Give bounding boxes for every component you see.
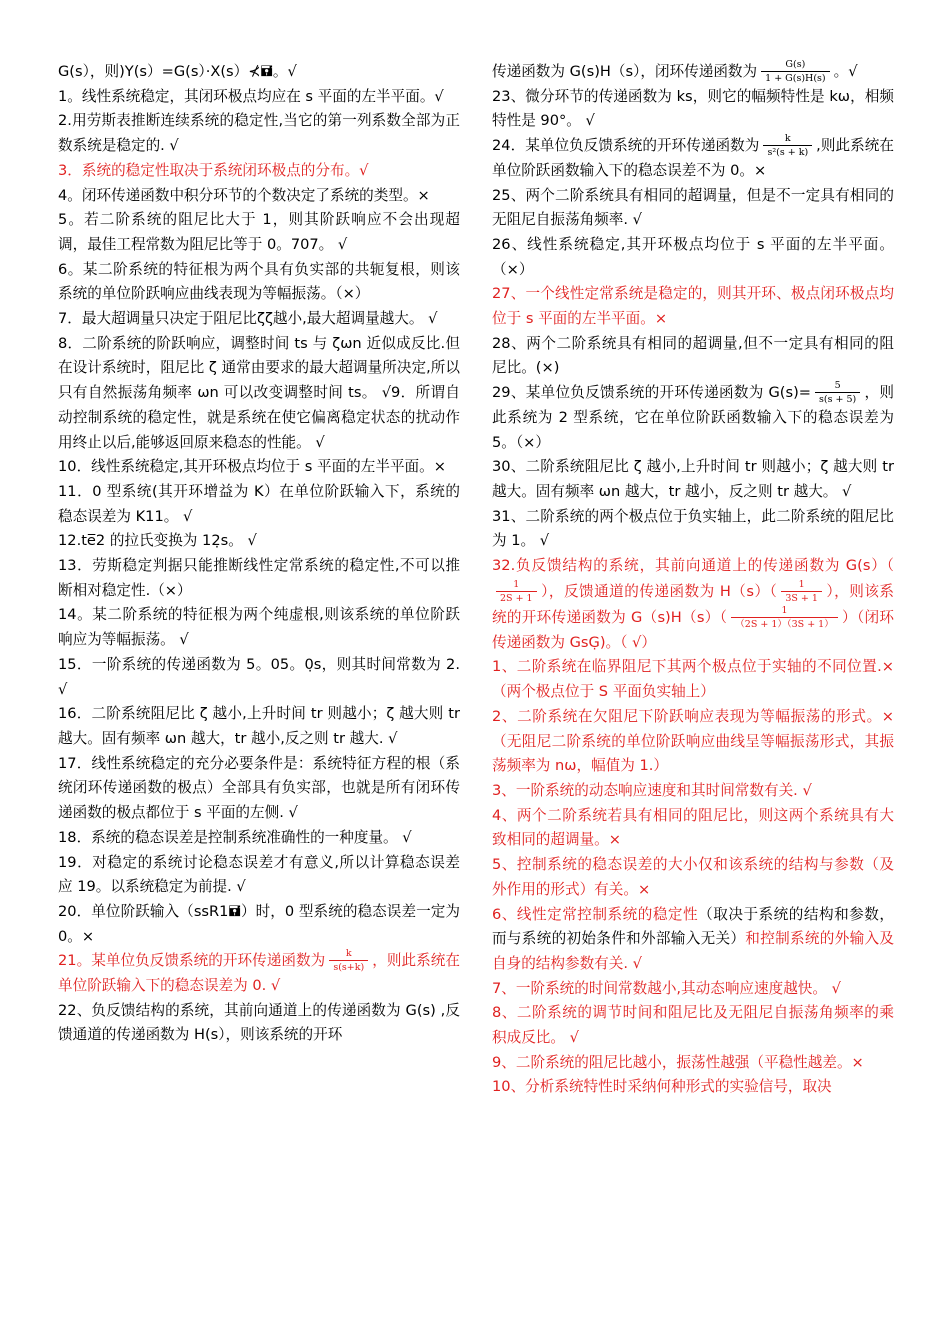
item-32-open-loop-fraction xyxy=(731,605,837,631)
item-6: 6。某二阶系统的特征根为两个具有负实部的共轭复根，则该系统的单位阶跃响应曲线表现为等幅振荡。（×） xyxy=(58,260,460,303)
question-5: 5、控制系统的稳态误差的大小仅和该系统的结构与参数（及外作用的形式）有关。× xyxy=(492,856,894,898)
question-1: 1、二阶系统在临界阻尼下其两个极点位于实轴的不同位置.×（两个极点位于 S 平面负实轴上） xyxy=(492,658,894,701)
item-32-open-loop-denominator: （2S + 1）（3S + 1） xyxy=(731,617,837,631)
item-30: 30、二阶系统阻尼比 ζ 越小,上升时间 tr 则越小；ζ 越大则 tr 越大。固有频率 ωn 越大，tr 越小，反之则 tr 越大。 √ xyxy=(492,458,894,500)
item-24-fraction xyxy=(763,133,812,159)
item-21-denominator: s(s+k) xyxy=(329,960,368,974)
item-29-fraction xyxy=(815,380,860,406)
item-32-g-fraction xyxy=(496,579,537,605)
item-32-open-loop-numerator: 1 xyxy=(781,604,788,616)
item-32-h-denominator: 3S + 1 xyxy=(781,591,822,605)
item-24-denominator: s²(s + k) xyxy=(763,145,812,159)
question-2: 2、二阶系统在欠阻尼下阶跃响应表现为等幅振荡的形式。×（无阻尼二阶系统的单位阶跃响应曲线呈等幅振荡形式，其振荡频率为 nω，幅值为 1.） xyxy=(492,707,894,775)
item-21-text-a: 21。某单位负反馈系统的开环传递函数为 xyxy=(58,952,326,970)
item-28: 28、两个二阶系统具有相同的超调量,但不一定具有相同的阻尼比。(×) xyxy=(492,334,894,377)
item-29-denominator: s(s + 5) xyxy=(815,392,860,406)
item-26: 26、线性系统稳定,其开环极点均位于 s 平面的左半平面。（×） xyxy=(492,235,894,278)
item-32 xyxy=(492,554,894,655)
item-22-numerator: G(s) xyxy=(785,59,806,70)
item-15: 15．一阶系统的传递函数为 5。05。0̣s，则其时间常数为 2. √ xyxy=(58,655,460,698)
paragraph-0: G(s），则)Y(s）=G(s）·X(s）⊀🖬。√ xyxy=(58,63,297,80)
item-22-continued xyxy=(492,60,894,85)
item-32-g-numerator: 1 xyxy=(513,578,520,590)
item-31: 31、二阶系统的两个极点位于负实轴上，此二阶系统的阻尼比为 1。 √ xyxy=(492,507,894,550)
item-32-text-a: 32.负反馈结构的系统，其前向通道上的传递函数为 G(s）（ xyxy=(492,557,894,575)
item-8-9: 8．二阶系统的阶跃响应，调整时间 ts 与 ζωn 近似成反比.但在设计系统时，阻尼比 ζ 通常由要求的最大超调量所决定,所以只有自然振荡角频率 ωn 可以改变调整时间 ts。 √9．所谓自动控制系统的稳定性，就是系统在使它偏离稳定状态的扰动作用终止以后,能够返回原来稳态的性能。 √ xyxy=(58,334,460,451)
item-1: 1。线性系统稳定，其闭环极点均应在 s 平面的左半平面。√ xyxy=(58,87,444,105)
item-32-h-fraction xyxy=(781,579,822,605)
item-17: 17．线性系统稳定的充分必要条件是：系统特征方程的根（系统闭环传递函数的极点）全部具有负实部，也就是所有闭环传递函数的极点都位于 s 平面的左侧. √ xyxy=(58,754,460,822)
item-24-text-a: 24．某单位负反馈系统的开环传递函数为 xyxy=(492,137,760,155)
item-29-numerator: 5 xyxy=(834,380,841,392)
item-27: 27、一个线性定常系统是稳定的，则其开环、极点闭环极点均位于 s 平面的左半平面。× xyxy=(492,285,894,328)
item-16: 16．二阶系统阻尼比 ζ 越小,上升时间 tr 则越小；ζ 越大则 tr 越大。固有频率 ωn 越大，tr 越小,反之则 tr 越大. √ xyxy=(58,705,460,747)
item-21-text-b: ，则此系统在单位阶跃输入下的稳态误差为 0. √ xyxy=(58,952,460,995)
question-6-text-a: 6、线性定常控制系统的稳定性 xyxy=(492,905,699,923)
item-21-fraction xyxy=(329,948,368,974)
item-32-g-denominator: 2S + 1 xyxy=(496,591,537,605)
item-3: 3．系统的稳定性取决于系统闭环极点的分布。√ xyxy=(58,161,369,179)
item-29 xyxy=(492,381,894,455)
item-32-h-numerator: 1 xyxy=(798,578,805,590)
item-7: 7．最大超调量只决定于阻尼比ζζ越小,最大超调量越大。 √ xyxy=(58,310,438,328)
right-column xyxy=(492,60,894,1100)
item-21-numerator: k xyxy=(345,948,352,960)
item-21 xyxy=(58,949,460,998)
item-22: 22、负反馈结构的系统，其前向通道上的传递函数为 G(s) ,反馈通道的传递函数为 H(s），则该系统的开环 xyxy=(58,1001,460,1044)
item-25: 25、两个二阶系统具有相同的超调量，但是不一定具有相同的无阻尼自振荡角频率. √ xyxy=(492,186,894,229)
question-4: 4、两个二阶系统若具有相同的阻尼比，则这两个系统具有大致相同的超调量。× xyxy=(492,806,894,849)
item-11: 11．0 型系统(其开环增益为 K）在单位阶跃输入下，系统的稳态误差为 K11。 √ xyxy=(58,482,460,525)
item-4: 4。闭环传递函数中积分环节的个数决定了系统的类型。× xyxy=(58,186,430,204)
item-22-text-b: 。√ xyxy=(833,63,858,80)
item-18: 18．系统的稳态误差是控制系统准确性的一种度量。 √ xyxy=(58,828,412,846)
item-2: 2.用劳斯表推断连续系统的稳定性,当它的第一列系数全部为正数系统是稳定的. √ xyxy=(58,112,460,155)
item-24-text-b: ,则此系统在单位阶跃函数输入下的稳态误差不为 0。× xyxy=(492,137,894,179)
question-7: 7、一阶系统的时间常数越小,其动态响应速度越快。 √ xyxy=(492,979,841,997)
item-24-numerator: k xyxy=(784,133,791,145)
item-32-text-c: ），则该系统的开环传递函数为 G（s)H（s）（ xyxy=(492,582,895,626)
question-3: 3、一阶系统的动态响应速度和其时间常数有关. √ xyxy=(492,781,812,799)
item-29-text-b: ，则此系统为 2 型系统，它在单位阶跃函数输入下的稳态误差为 5。（×） xyxy=(492,384,894,451)
item-22-fraction xyxy=(761,59,830,85)
item-13: 13．劳斯稳定判据只能推断线性定常系统的稳定性,不可以推断相对稳定性.（×） xyxy=(58,557,460,599)
question-10: 10、分析系统特性时采纳何种形式的实验信号，取决 xyxy=(492,1078,832,1096)
item-20: 20．单位阶跃输入（ssR1🖬）时，0 型系统的稳态误差一定为 0。× xyxy=(58,902,460,945)
item-19: 19．对稳定的系统讨论稳态误差才有意义,所以计算稳态误差应 19。以系统稳定为前提. √ xyxy=(58,853,460,896)
question-6-note: （取决于系统的结构和参数，而与系统的初始条件和外部输入无关） xyxy=(492,905,894,948)
question-9: 9、二阶系统的阻尼比越小，振荡性越强（平稳性越差。× xyxy=(492,1053,864,1071)
item-32-text-b: ），反馈通道的传递函数为 H（s）（ xyxy=(540,582,778,600)
question-8: 8、二阶系统的调节时间和阻尼比及无阻尼自振荡角频率的乘积成反比。 √ xyxy=(492,1004,894,1047)
item-23: 23、微分环节的传递函数为 ks，则它的幅频特性是 kω，相频特性是 90°。 √ xyxy=(492,87,894,130)
item-22-denominator: 1 + G(s)H(s) xyxy=(761,71,830,85)
item-29-text-a: 29、某单位负反馈系统的开环传递函数为 G(s)= xyxy=(492,384,812,402)
item-12: 12.te̅2 的拉氏变换为 12̣s。 √ xyxy=(58,532,257,550)
question-6 xyxy=(492,903,894,977)
item-10: 10．线性系统稳定,其开环极点均位于 s 平面的左半平面。× xyxy=(58,458,446,476)
left-column xyxy=(58,60,460,1048)
item-22-text-a: 传递函数为 G(s)H（s），闭环传递函数为 xyxy=(492,63,758,80)
item-14: 14。某二阶系统的特征根为两个纯虚根,则该系统的单位阶跃响应为等幅振荡。 √ xyxy=(58,606,460,649)
item-24 xyxy=(492,134,894,183)
question-6-text-c: 和控制系统的外输入及自身的结构参数有关. √ xyxy=(492,930,894,972)
item-32-text-d: ）（闭环传递函数为 GsG̣)。（ √） xyxy=(492,608,894,651)
item-5: 5。若二阶系统的阻尼比大于 1，则其阶跃响应不会出现超调，最佳工程常数为阻尼比等于 0。707。 √ xyxy=(58,211,460,253)
